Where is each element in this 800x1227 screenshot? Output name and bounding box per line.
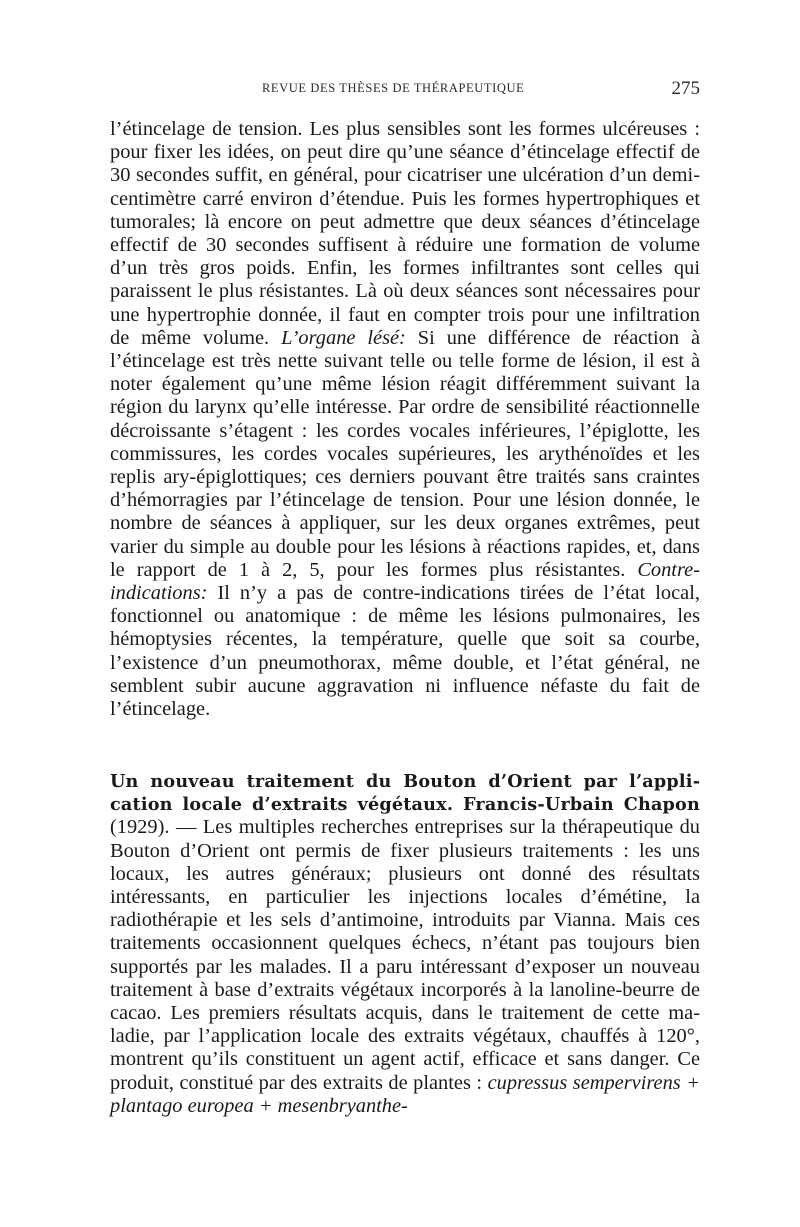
paragraph-laryngeal-sparking — [110, 118, 700, 721]
running-title: REVUE DES THÈSES DE THÉRAPEUTIQUE — [262, 81, 525, 95]
plant-names-italic: cupressus sempervirens + plantago europea + mesenbryanthe- — [110, 1071, 700, 1117]
subheading-contraindications: Contre-indications: — [110, 558, 700, 605]
paragraph-bouton-orient — [110, 770, 700, 1118]
entry-title: Un nouveau traitement du Bouton d’Orient par l’application locale d’extraits végétaux. Francis-Urbain Chapon — [110, 771, 700, 816]
subheading-organ-lesion: L’organe lésé: — [281, 326, 406, 349]
paragraph-body — [110, 118, 700, 721]
paragraph-body — [110, 770, 700, 1118]
running-header — [110, 78, 700, 102]
paragraph-text: (1929). — Les multiples recherches entreprises sur la thérapeutique du Bouton d’Orient ont permis de fixer plusieurs traitements : les uns locaux, les autres généraux; plusieurs ont donné des résultats intéressants, en particulier les injections locales d’émétine, la radiothérapie et les sels d’antimoine, introduits par Vianna. Mais ces traitements occasionnent quelques échecs, n’étant pas toujours bien supportés par les malades. Il a paru intéressant d’exposer un nouveau traitement à base d’extraits végétaux incorporés à la lanoline-beurre de cacao. Les premiers résultats acquis, dans le traitement de cette maladie, par l’application locale des extraits végétaux, chauffés à 120°, montrent qu’ils constituent un agent actif, efficace et sans danger. Ce produit, constitué par des extraits de plantes : — [110, 816, 700, 1094]
page-number: 275 — [671, 78, 700, 99]
paragraph-text: Il n’y a pas de contre-indications tirées de l’état local, fonctionnel ou anatomique : de même les lésions pulmonaires, les hémoptysies récentes, la température, quelle que soit sa courbe, l’existence d’un pneumothorax, même double, et l’état général, ne semblent subir aucune aggravation ni influence néfaste du fait de l’étincelage. — [110, 582, 700, 721]
paragraph-text: Si une différence de réaction à l’étincelage est très nette suivant telle ou telle forme de lésion, il est à noter également qu’une même lésion réagit différemment suivant la région du larynx qu’elle intéresse. Par ordre de sensibilité réactionnelle décroissante s’étagent : les cordes vocales inférieures, l’épiglotte, les commissures, les cordes vocales supérieures, les arythénoïdes et les replis ary-épiglottiques; ces derniers pouvant être traités sans craintes d’hémorragies par l’étincelage de tension. Pour une lésion donnée, le nombre de séances à appliquer, sur les deux organes extrêmes, peut varier du simple au double pour les lésions à réactions rapides, et, dans le rapport de 1 à 2, 5, pour les formes plus résistantes. — [110, 326, 700, 581]
paragraph-text: l’étincelage de tension. Les plus sensibles sont les formes ulcéreuses : pour fixer les idées, on peut dire qu’une séance d’étincelage effectif de 30 secondes suffit, en général, pour cicatriser une ulcération d’un demi-centimètre carré environ d’étendue. Puis les formes hypertrophiques et tumorales; là encore on peut admettre que deux séances d’étincelage effectif de 30 secondes suffisent à réduire une formation de volume d’un très gros poids. Enfin, les formes infiltrantes sont celles qui paraissent le plus résistantes. Là où deux séances sont nécessaires pour une hypertrophie donnée, il faut en compter trois pour une infiltration de même volume. — [110, 118, 700, 349]
